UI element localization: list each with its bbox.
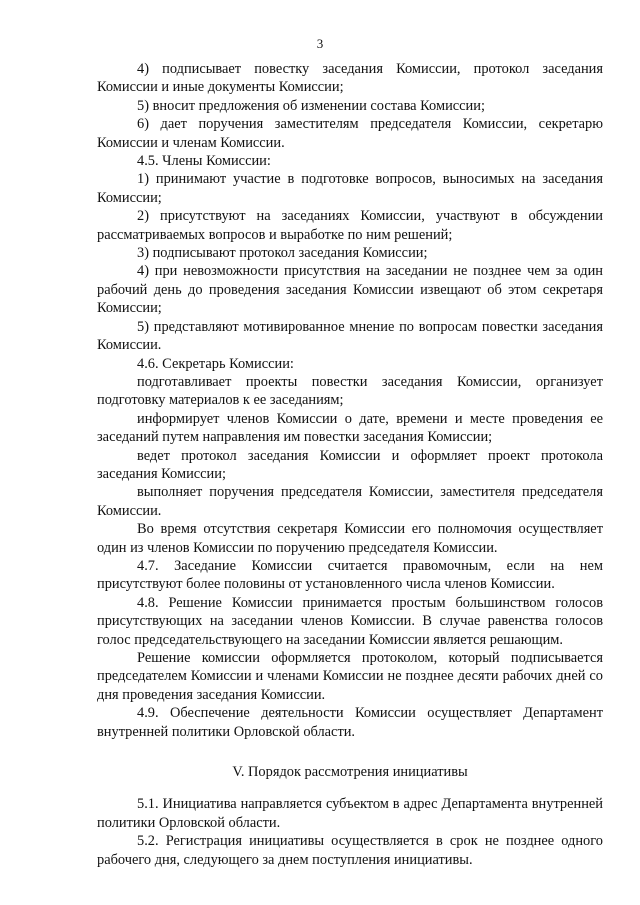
paragraph: 4) при невозможности присутствия на заседании не позднее чем за один рабочий день до проведения заседания Комиссии извещают об этом секретаря Комиссии; xyxy=(97,263,603,317)
document-body xyxy=(97,60,603,869)
paragraph: 4) подписывает повестку заседания Комиссии, протокол заседания Комиссии и иные документы Комиссии; xyxy=(97,61,603,96)
paragraph: 5.2. Регистрация инициативы осуществляется в срок не позднее одного рабочего дня, следующего за днем поступления инициативы. xyxy=(97,833,603,868)
subsection-heading: 4.6. Секретарь Комиссии: xyxy=(137,355,294,372)
paragraph: Во время отсутствия секретаря Комиссии его полномочия осуществляет один из членов Комиссии по поручению председателя Комиссии. xyxy=(97,521,603,556)
paragraph: 1) принимают участие в подготовке вопросов, выносимых на заседания Комиссии; xyxy=(97,171,603,206)
subsection-heading: 4.5. Члены Комиссии: xyxy=(137,153,271,170)
page-number: 3 xyxy=(316,36,324,51)
paragraph: 5) представляют мотивированное мнение по вопросам повестки заседания Комиссии. xyxy=(97,318,603,354)
paragraph: подготавливает проекты повестки заседания Комиссии, организует подготовку материалов к ее заседаниям; xyxy=(97,373,603,409)
paragraph: 4.7. Заседание Комиссии считается правомочным, если на нем присутствуют более половины от установленного числа членов Комиссии. xyxy=(97,557,603,593)
paragraph: 3) подписывают протокол заседания Комиссии; xyxy=(137,245,428,262)
paragraph: Решение комиссии оформляется протоколом, который подписывается председателем Комиссии и членами Комиссии не позднее десяти рабочих дней со дня проведения заседания Комиссии. xyxy=(97,650,603,703)
paragraph: 4.9. Обеспечение деятельности Комиссии осуществляет Департамент внутренней политики Орловской области. xyxy=(97,705,603,740)
paragraph: ведет протокол заседания Комиссии и оформляет проект протокола заседания Комиссии; xyxy=(97,447,603,482)
paragraph: 4.8. Решение Комиссии принимается простым большинством голосов присутствующих на заседании членов Комиссии. В случае равенства голосов голос председательствующего на заседании Комиссии является решающим. xyxy=(97,594,603,648)
paragraph: информирует членов Комиссии о дате, времени и месте проведения ее заседаний путем направления им повестки заседания Комиссии; xyxy=(97,410,603,446)
paragraph: выполняет поручения председателя Комиссии, заместителя председателя Комиссии. xyxy=(97,484,603,519)
paragraph: 2) присутствуют на заседаниях Комиссии, участвуют в обсуждении рассматриваемых вопросов и выработке по ним решений; xyxy=(97,208,603,243)
section-heading: V. Порядок рассмотрения инициативы xyxy=(232,764,468,781)
paragraph: 5) вносит предложения об изменении состава Комиссии; xyxy=(137,97,485,114)
paragraph: 5.1. Инициатива направляется субъектом в адрес Департамента внутренней политики Орловской области. xyxy=(97,796,603,831)
paragraph: 6) дает поручения заместителям председателя Комиссии, секретарю Комиссии и членам Комиссии. xyxy=(97,116,603,151)
